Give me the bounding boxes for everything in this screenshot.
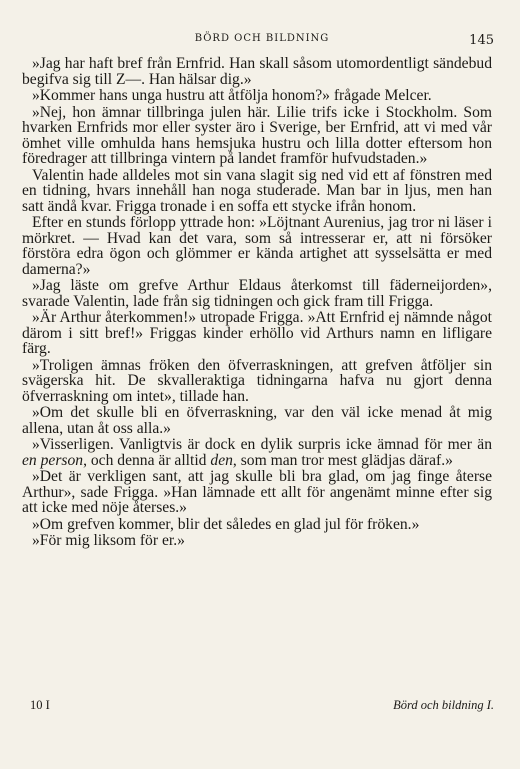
paragraph <box>22 310 492 357</box>
text-run: »Jag läste om grefve Arthur Eldaus återkomst till fäderneijorden», svarade Valentin, lade från sig tidningen och gick fram till Frigga. <box>22 277 492 310</box>
text-run: Valentin hade alldeles mot sin vana slagit sig ned vid ett af fönstren med en tidning, hvars innehåll han noga studerade. Man bar in ljus, men han satt ändå kvar. Frigga tronade i en soffa ett stycke ifrån honom. <box>22 166 492 215</box>
text-run: »Kommer hans unga hustru att åtfölja honom?» frågade Melcer. <box>32 87 432 104</box>
paragraph <box>22 469 492 516</box>
text-run: »För mig liksom för er.» <box>32 532 185 549</box>
paragraph <box>22 533 492 549</box>
paragraph <box>22 105 492 167</box>
paragraph <box>22 405 492 436</box>
text-run: »Troligen ämnas fröken den öfverraskningen, att grefven åtföljer sin svägerska hit. De skvalleraktiga tidningarna hafva nu gjort denna öfverraskning om intet», tillade han. <box>22 356 492 405</box>
text-run: , och denna är alltid <box>83 451 211 469</box>
page-number: 145 <box>469 33 494 48</box>
text-run: »Det är verkligen sant, att jag skulle bli bra glad, om jag finge återse Arthur», sade Frigga. »Han lämnade ett allt för angenämt minne efter sig att icke med nöje återses.» <box>22 468 492 516</box>
text-run: Efter en stunds förlopp yttrade hon: »Löjtnant Aurenius, jag tror ni läser i mörkret. — Hvad kan det vara, som så intresserar er, att ni försöker förstöra edra ögon och glömmer er kända artighet att sysselsätta er med damerna?» <box>22 214 492 278</box>
paragraph <box>22 517 492 533</box>
text-run: »Jag har haft bref från Ernfrid. Han skall såsom utomordentligt sändebud begifva sig till Z—. Han hälsar dig.» <box>22 55 492 88</box>
paragraph <box>22 88 492 104</box>
running-title: BÖRD OCH BILDNING <box>194 33 330 44</box>
paragraph <box>22 358 492 405</box>
emphasis-text: en person <box>22 451 84 469</box>
footer-book-title: Börd och bildning I. <box>393 698 494 712</box>
text-run: »Nej, hon ämnar tillbringa julen här. Lilie trifs icke i Stockholm. Som hvarken Ernfrids mor eller syster äro i Sverige, ber Ernfrid, att vi med vår ömhet ville omhulda hans hemsjuka hustru och lilla dotter eftersom hon föredrager att tillbringa vintern på landet framför hufvudstaden.» <box>22 103 492 167</box>
paragraph <box>22 168 492 215</box>
page-footer <box>30 698 494 714</box>
emphasis-text: den <box>210 451 233 469</box>
body-text <box>22 56 492 550</box>
text-run: , som man tror mest glädjas däraf.» <box>232 451 453 469</box>
text-run: »Visserligen. Vanligtvis är dock en dylik surpris icke ämnad för mer än <box>32 436 492 453</box>
paragraph <box>22 215 492 277</box>
paragraph <box>22 437 492 468</box>
printer-signature: 10 I <box>30 698 50 712</box>
text-run: »Om det skulle bli en öfverraskning, var den väl icke menad åt mig allena, utan åt oss alla.» <box>22 404 492 437</box>
paragraph <box>22 278 492 309</box>
running-head <box>30 33 494 49</box>
text-run: »Är Arthur återkommen!» utropade Frigga. »Att Ernfrid ej nämnde något därom i sitt bref!» Friggas kinder erhöllo vid Arthurs namn en lifligare färg. <box>22 309 492 357</box>
text-run: »Om grefven kommer, blir det således en glad jul för fröken.» <box>32 515 420 533</box>
paragraph <box>22 56 492 87</box>
